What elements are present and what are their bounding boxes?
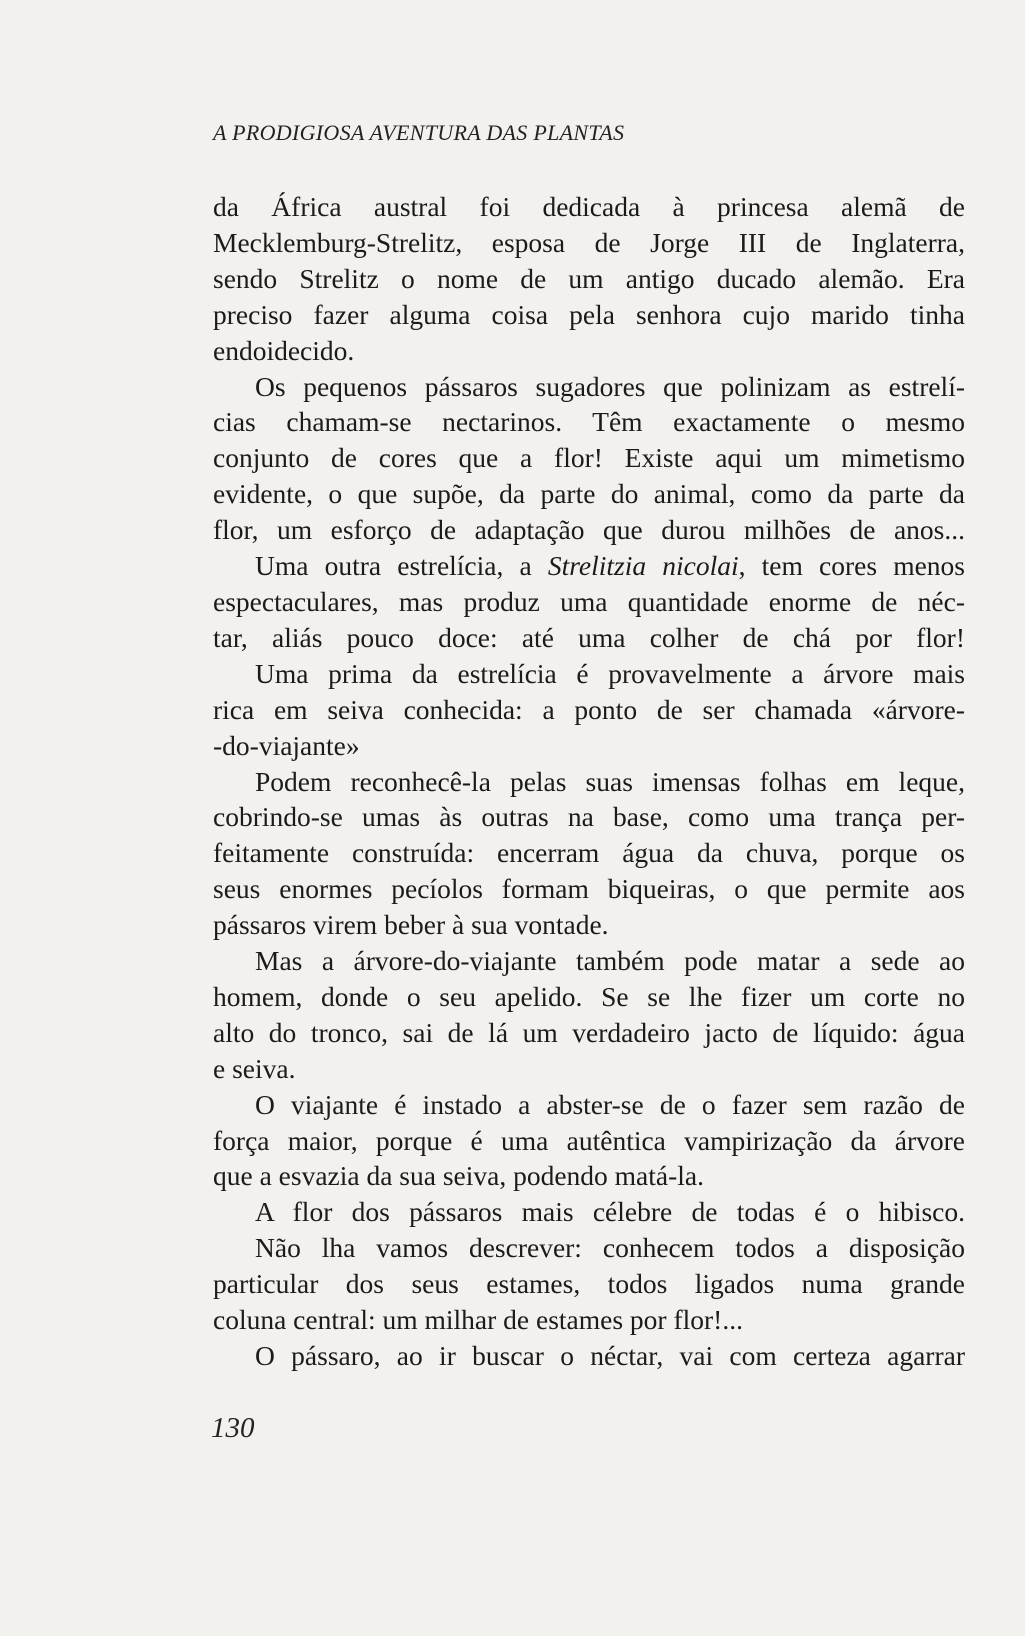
body-text: [213, 189, 965, 1374]
text-line: tar, aliás pouco doce: até uma colher de chá por flor!: [213, 621, 965, 653]
text-line: preciso fazer alguma coisa pela senhora cujo marido tinha: [213, 298, 965, 330]
text-line: força maior, porque é uma autêntica vampirização da árvore: [213, 1124, 965, 1156]
running-head: A PRODIGIOSA AVENTURA DAS PLANTAS: [213, 120, 625, 145]
text-line-with-italic: [213, 548, 965, 584]
text-line: Uma prima da estrelícia é provavelmente a árvore mais: [255, 657, 965, 689]
text-line: que a esvazia da sua seiva, podendo matá-la.: [213, 1160, 704, 1192]
text-line: rica em seiva conhecida: a ponto de ser chamada «árvore-: [213, 693, 965, 725]
text-line: conjunto de cores que a flor! Existe aqui um mimetismo: [213, 442, 965, 474]
text-line: flor, um esforço de adaptação que durou milhões de anos...: [213, 514, 965, 546]
text-line: espectaculares, mas produz uma quantidade enorme de néc-: [213, 585, 965, 617]
text-line: endoidecido.: [213, 334, 355, 366]
text-line: coluna central: um milhar de estames por flor!...: [213, 1304, 743, 1336]
text-run: Uma outra estrelícia, a: [255, 550, 548, 582]
species-name: Strelitzia nicolai: [547, 550, 739, 582]
text-line: O viajante é instado a abster-se de o fazer sem razão de: [255, 1088, 965, 1120]
page-number: 130: [211, 1412, 255, 1444]
text-line: evidente, o que supõe, da parte do animal, como da parte da: [213, 478, 965, 510]
text-line: Podem reconhecê-la pelas suas imensas folhas em leque,: [255, 765, 965, 797]
text-line: pássaros virem beber à sua vontade.: [213, 909, 609, 941]
text-line: homem, donde o seu apelido. Se se lhe fizer um corte no: [213, 980, 965, 1012]
text-run: , tem cores menos: [738, 550, 965, 582]
text-line: alto do tronco, sai de lá um verdadeiro jacto de líquido: água: [213, 1016, 965, 1048]
text-line: O pássaro, ao ir buscar o néctar, vai com certeza agarrar: [255, 1340, 965, 1371]
text-line: A flor dos pássaros mais célebre de todas é o hibisco.: [255, 1196, 965, 1228]
text-line: particular dos seus estames, todos ligados numa grande: [213, 1268, 965, 1300]
text-line: Não lha vamos descrever: conhecem todos a disposição: [255, 1232, 965, 1264]
text-line: sendo Strelitz o nome de um antigo ducado alemão. Era: [213, 262, 965, 294]
text-line: cobrindo-se umas às outras na base, como uma trança per-: [213, 801, 965, 833]
text-line: Mecklemburg-Strelitz, esposa de Jorge III de Inglaterra,: [213, 226, 965, 258]
text-line: da África austral foi dedicada à princesa alemã de: [213, 191, 965, 222]
text-line: seus enormes pecíolos formam biqueiras, o que permite aos: [213, 873, 965, 905]
text-line: cias chamam-se nectarinos. Têm exactamente o mesmo: [213, 406, 965, 438]
text-line: Mas a árvore-do-viajante também pode matar a sede ao: [255, 945, 965, 977]
text-line: -do-viajante»: [213, 729, 360, 761]
text-line: e seiva.: [213, 1052, 296, 1084]
text-line: Os pequenos pássaros sugadores que polinizam as estrelí-: [255, 370, 965, 402]
text-line: feitamente construída: encerram água da chuva, porque os: [213, 837, 965, 869]
